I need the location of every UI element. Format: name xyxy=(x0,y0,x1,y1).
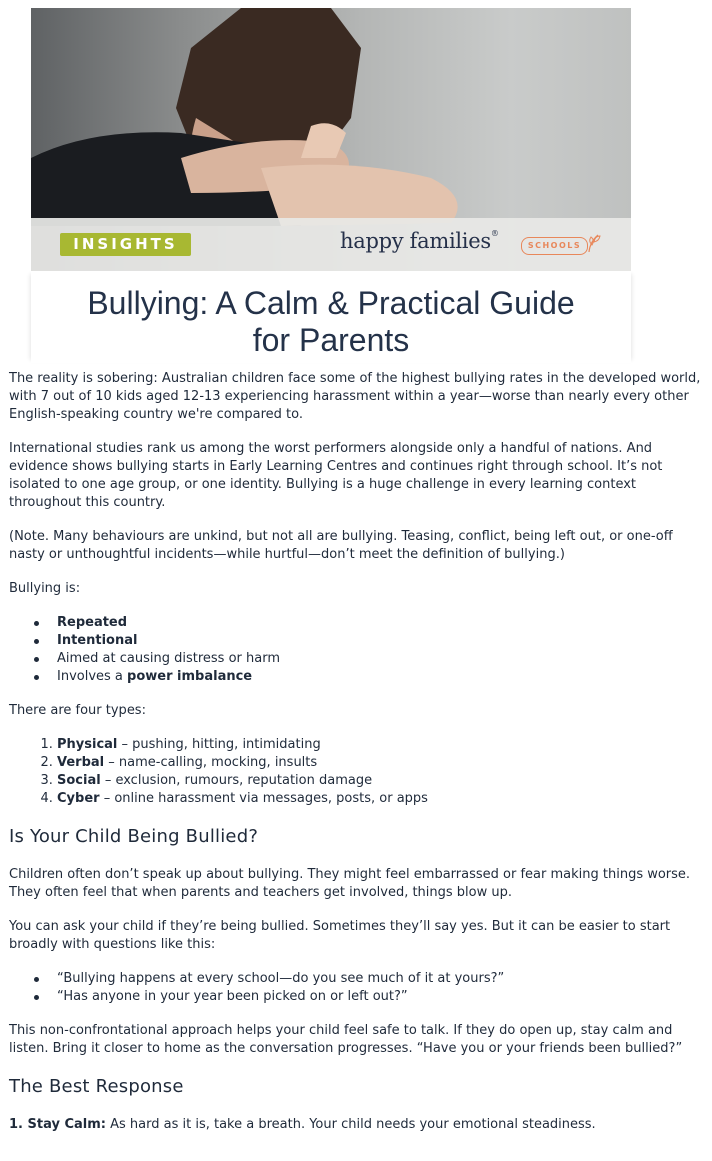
list-item: “Bullying happens at every school—do you see much of it at yours?” xyxy=(57,970,709,988)
list-item: 2. Verbal – name-calling, mocking, insults xyxy=(57,754,709,772)
section-heading-response: The Best Response xyxy=(9,1076,184,1097)
article-body xyxy=(9,370,709,1150)
insights-badge: INSIGHTS xyxy=(60,233,191,256)
list-item: 4. Cyber – online harassment via messages, posts, or apps xyxy=(57,790,709,808)
bullied-paragraph-2: You can ask your child if they’re being bullied. Sometimes they’ll say yes. But it can be easier to start broadly with questions like this: xyxy=(9,919,671,952)
bullied-paragraph-1: Children often don’t speak up about bullying. They might feel embarrassed or fear making things worse. They often feel that when parents and teachers get involved, things blow up. xyxy=(9,867,691,900)
response-step-1: 1. Stay Calm: As hard as it is, take a breath. Your child needs your emotional steadiness. xyxy=(9,1117,596,1132)
list-item: 3. Social – exclusion, rumours, reputation damage xyxy=(57,772,709,790)
intro-paragraph-2: International studies rank us among the worst performers alongside only a handful of nations. And evidence shows bullying starts in Early Learning Centres and continues right through school. It’s not isolated to one age group, or one identity. Bullying is a huge challenge in every learning context throughout this country. xyxy=(9,441,663,510)
brand-registered-mark: ® xyxy=(490,229,499,238)
definition-lead: Bullying is: xyxy=(9,581,81,596)
title-card xyxy=(31,271,631,363)
brand-wordmark xyxy=(340,229,499,253)
page-title xyxy=(31,285,631,359)
list-item: Intentional xyxy=(57,632,709,650)
note-paragraph: (Note. Many behaviours are unkind, but not all are bullying. Teasing, conflict, being left out, or one-off nasty or unthoughtful incidents—while hurtful—don’t meet the definition of bullying.) xyxy=(9,529,673,562)
types-lead: There are four types: xyxy=(9,703,146,718)
section-heading-bullied: Is Your Child Being Bullied? xyxy=(9,826,259,847)
intro-paragraph-1: The reality is sobering: Australian children face some of the highest bullying rates in the developed world, with 7 out of 10 kids aged 12-13 experiencing harassment within a year—worse than nearly every other English-speaking country we're compared to. xyxy=(9,371,701,422)
brand-name: happy families xyxy=(340,229,491,253)
leaf-icon xyxy=(586,232,602,254)
list-item: 1. Physical – pushing, hitting, intimidating xyxy=(57,736,709,754)
list-item: Repeated xyxy=(57,614,709,632)
title-line-1: Bullying: A Calm & Practical Guide xyxy=(87,285,575,321)
list-item: Involves a power imbalance xyxy=(57,668,709,686)
schools-badge: SCHOOLS xyxy=(521,237,588,255)
hero-brand-band xyxy=(31,218,631,271)
types-list xyxy=(9,736,709,808)
list-item: “Has anyone in your year been picked on or left out?” xyxy=(57,988,709,1006)
list-item: Aimed at causing distress or harm xyxy=(57,650,709,668)
bullied-paragraph-3: This non-confrontational approach helps your child feel safe to talk. If they do open up, stay calm and listen. Bring it closer to home as the conversation progresses. “Have you or your friends been bullied?” xyxy=(9,1023,683,1056)
title-line-2: for Parents xyxy=(252,322,410,358)
definition-list xyxy=(9,614,709,686)
question-list xyxy=(9,970,709,1006)
